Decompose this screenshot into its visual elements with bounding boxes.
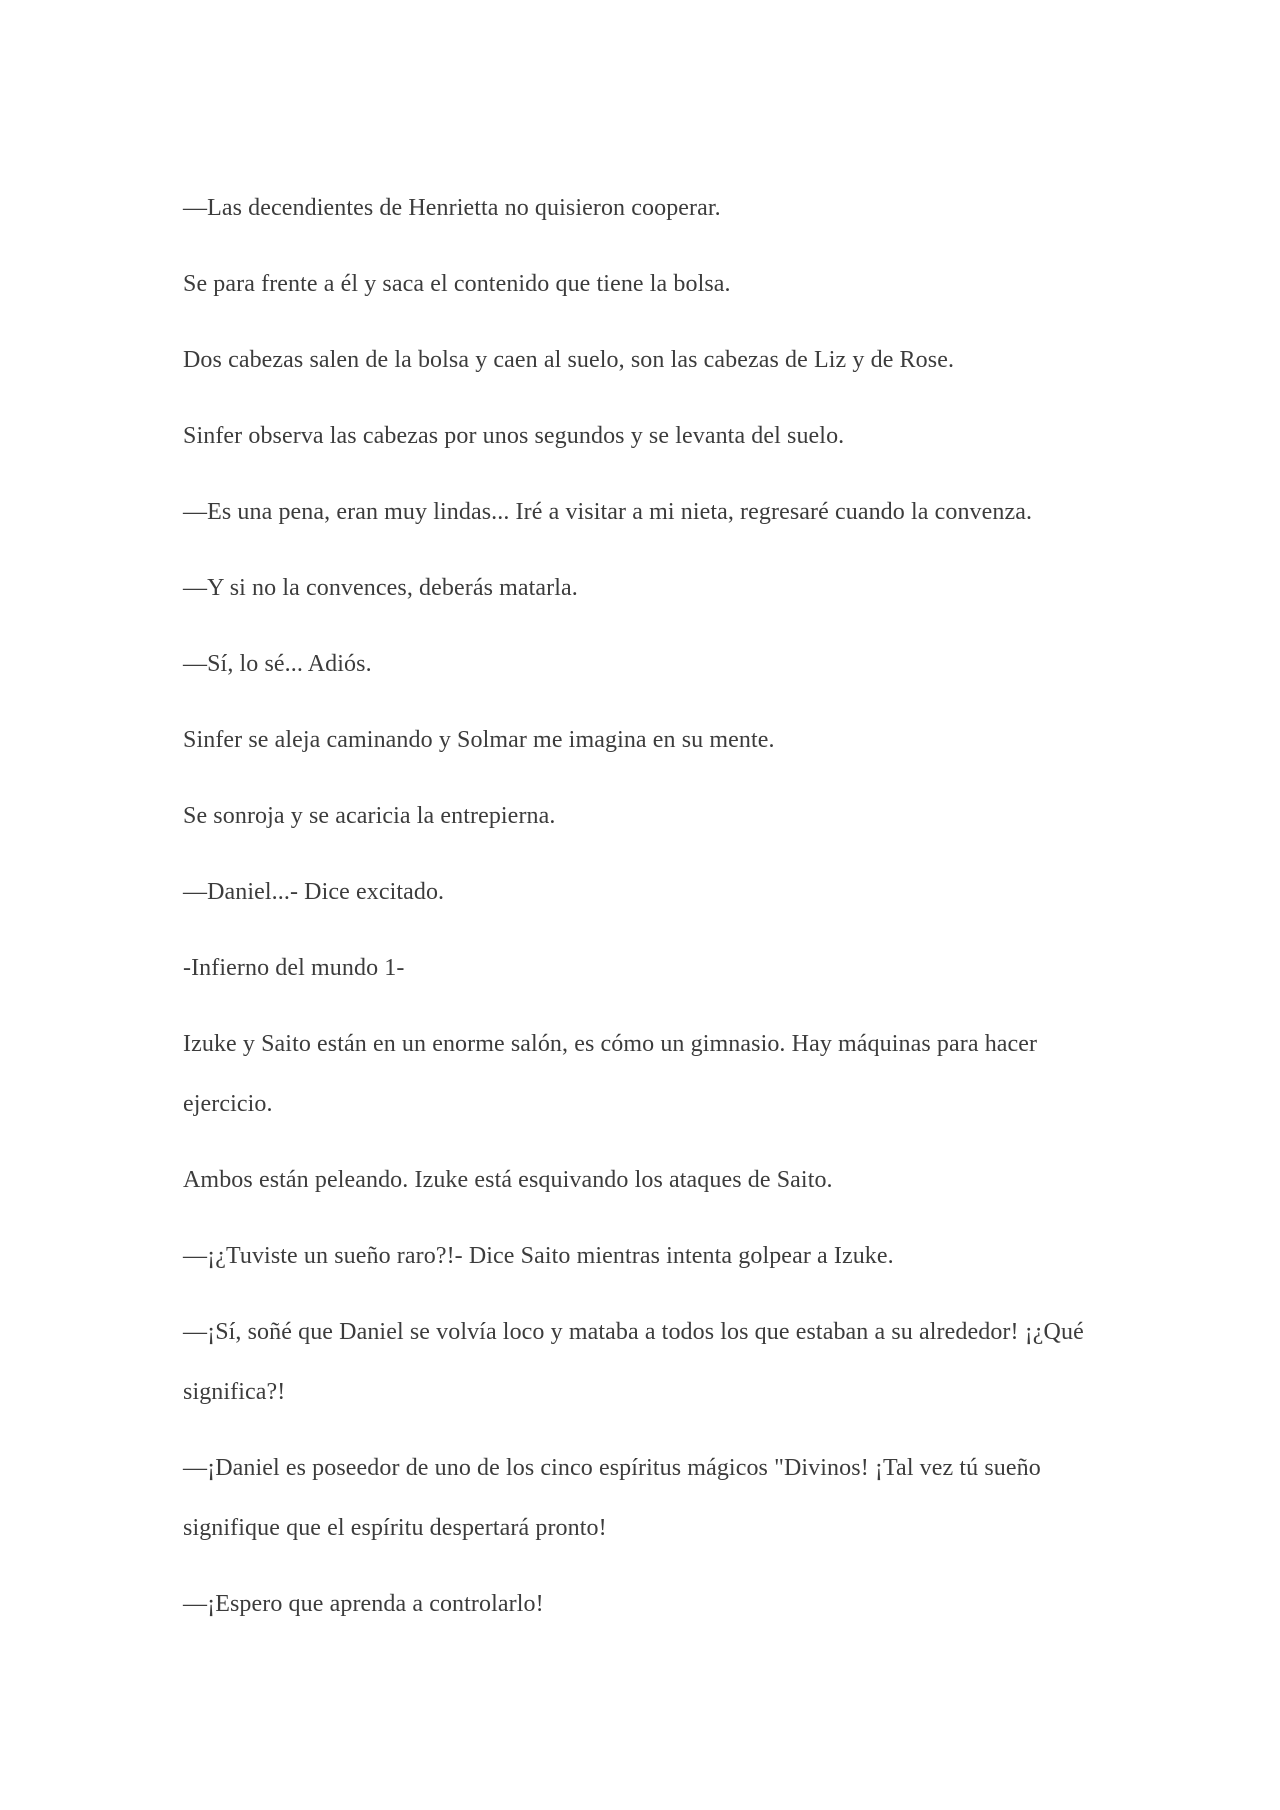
paragraph: Ambos están peleando. Izuke está esquivando los ataques de Saito.	[183, 1167, 833, 1193]
paragraph: —¡Espero que aprenda a controlarlo!	[183, 1591, 544, 1617]
paragraph: —¡Daniel es poseedor de uno de los cinco espíritus mágicos "Divinos! ¡Tal vez tú sueño signifique que el espíritu despertará pronto!	[183, 1455, 1041, 1541]
document-body	[183, 178, 1103, 1650]
paragraph: —¡Sí, soñé que Daniel se volvía loco y mataba a todos los que estaban a su alrededor! ¡¿Qué significa?!	[183, 1319, 1084, 1405]
paragraph: —Daniel...- Dice excitado.	[183, 879, 445, 905]
paragraph: —Y si no la convences, deberás matarla.	[183, 575, 578, 601]
scene-heading: -Infierno del mundo 1-	[183, 955, 405, 981]
paragraph: Sinfer se aleja caminando y Solmar me imagina en su mente.	[183, 727, 775, 753]
paragraph: Izuke y Saito están en un enorme salón, es cómo un gimnasio. Hay máquinas para hacer ejercicio.	[183, 1031, 1038, 1117]
paragraph: —¡¿Tuviste un sueño raro?!- Dice Saito mientras intenta golpear a Izuke.	[183, 1243, 894, 1269]
paragraph: Sinfer observa las cabezas por unos segundos y se levanta del suelo.	[183, 423, 845, 449]
paragraph: —Las decendientes de Henrietta no quisieron cooperar.	[183, 195, 721, 221]
paragraph: —Sí, lo sé... Adiós.	[183, 651, 372, 677]
paragraph: —Es una pena, eran muy lindas... Iré a visitar a mi nieta, regresaré cuando la convenza.	[183, 499, 1033, 525]
paragraph: Se para frente a él y saca el contenido que tiene la bolsa.	[183, 271, 731, 297]
paragraph: Se sonroja y se acaricia la entrepierna.	[183, 803, 556, 829]
paragraph: Dos cabezas salen de la bolsa y caen al suelo, son las cabezas de Liz y de Rose.	[183, 347, 955, 373]
